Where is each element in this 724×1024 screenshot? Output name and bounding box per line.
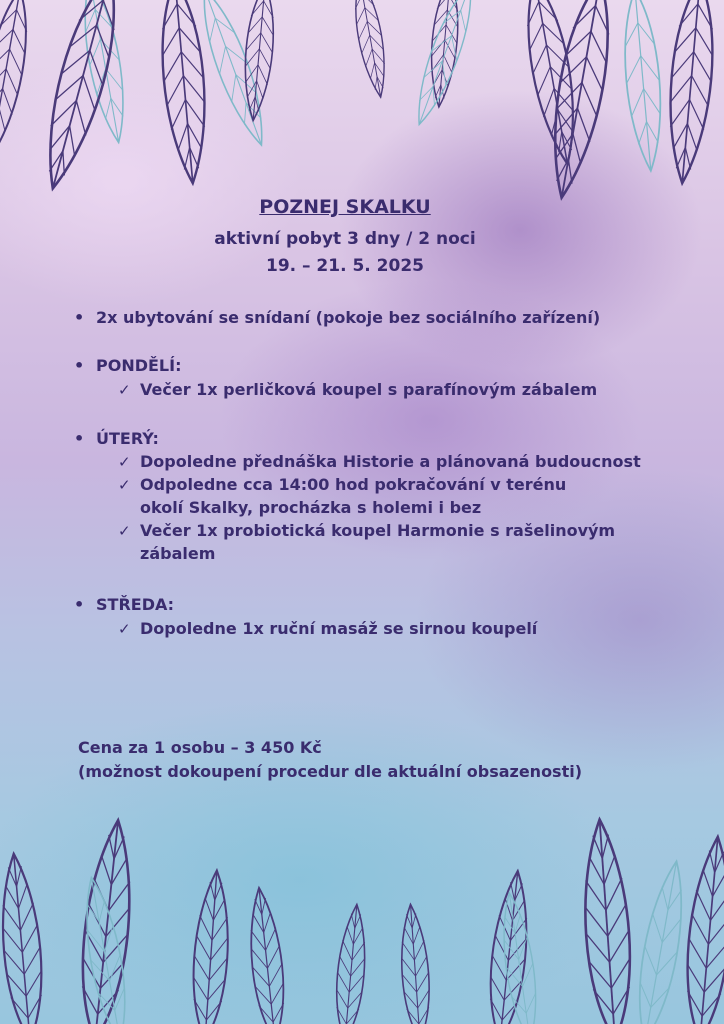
check-icon: ✓ [118, 381, 131, 399]
tuesday-item: Dopoledne přednáška Historie a plánovaná budoucnost [140, 452, 641, 471]
bullet-icon: • [74, 356, 85, 375]
day-label-monday: PONDĚLÍ: [96, 356, 182, 375]
price-note: (možnost dokoupení procedur dle aktuální obsazenosti) [78, 762, 583, 781]
wednesday-item: Dopoledne 1x ruční masáž se sirnou koupelí [140, 619, 538, 638]
tuesday-item: Odpoledne cca 14:00 hod pokračování v terénu [140, 475, 567, 494]
price: Cena za 1 osobu – 3 450 Kč [78, 738, 322, 757]
check-icon: ✓ [118, 476, 131, 494]
check-icon: ✓ [118, 522, 131, 540]
tuesday-item-continued: zábalem [140, 544, 216, 563]
check-icon: ✓ [118, 620, 131, 638]
bullet-icon: • [74, 595, 85, 614]
accommodation-item: 2x ubytování se snídaní (pokoje bez sociálního zařízení) [96, 308, 601, 327]
day-label-wednesday: STŘEDA: [96, 595, 175, 614]
stay-dates: 19. – 21. 5. 2025 [265, 256, 424, 276]
day-label-tuesday: ÚTERÝ: [96, 429, 159, 448]
check-icon: ✓ [118, 453, 131, 471]
tuesday-item: Večer 1x probiotická koupel Harmonie s rašelinovým [140, 521, 616, 540]
stay-subtitle: aktivní pobyt 3 dny / 2 noci [214, 229, 476, 249]
monday-item: Večer 1x perličková koupel s parafínovým zábalem [140, 380, 598, 399]
tuesday-item-continued: okolí Skalky, procházka s holemi i bez [140, 498, 482, 517]
page-title: POZNEJ SKALKU [259, 196, 431, 218]
bullet-icon: • [74, 308, 85, 327]
bullet-icon: • [74, 429, 85, 448]
